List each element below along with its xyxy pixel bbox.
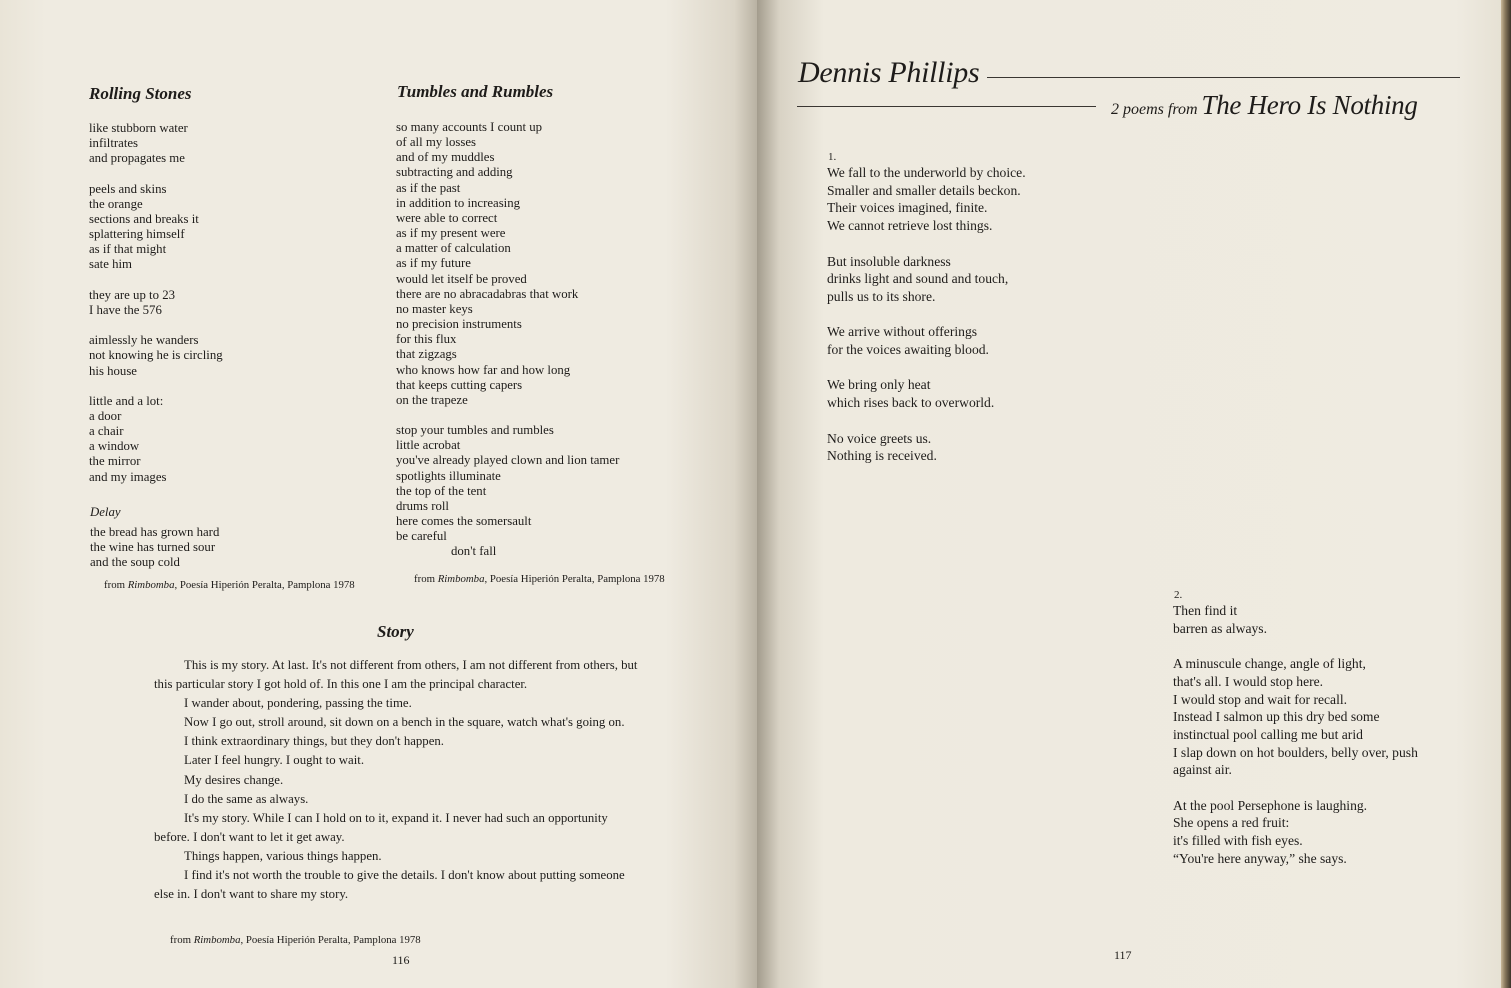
story-paragraph: I think extraordinary things, but they don't happen.: [184, 734, 444, 749]
story-paragraph: Later I feel hungry. I ought to wait.: [184, 753, 365, 768]
source-credit: from Rimbomba, Poesía Hiperión Peralta, Pamplona 1978: [414, 573, 665, 585]
story-paragraph: It's my story. While I can I hold on to it, expand it. I never had such an opportunity before. I don't want to let it get away.: [154, 810, 608, 844]
page-number: 116: [392, 953, 410, 967]
header-rule: [797, 106, 1096, 107]
source-credit: from Rimbomba, Poesía Hiperión Peralta, Pamplona 1978: [104, 579, 355, 591]
source-credit: from Rimbomba, Poesía Hiperión Peralta, Pamplona 1978: [170, 934, 421, 946]
header-rule: [987, 77, 1460, 78]
story-paragraph: Things happen, various things happen.: [184, 848, 382, 863]
poem-delay: the bread has grown hard the wine has turned sour and the soup cold: [90, 525, 220, 570]
poem-last-line: don't fall: [451, 544, 497, 558]
story-paragraph: I find it's not worth the trouble to give the details. I don't know about putting someone else in. I don't want to share my story.: [154, 868, 625, 902]
prose-title-story: Story: [377, 622, 414, 641]
poem-tumbles-and-rumbles: so many accounts I count up of all my losses and of my muddles subtracting and adding as if the past in addition to increasing were able to correct as if my present were a matter of calculation as if my future would let itself be proved there are no abracadabras that work no master keys no precision instruments for this flux that zigzags who knows how far and how long that keeps cutting capers on the trapeze stop your tumbles and rumbles little acrobat you've already played clown and lion tamer spotlights illuminate the top of the tent drums roll here comes the somersault be careful: [396, 120, 620, 544]
poem-1: We fall to the underworld by choice. Smaller and smaller details beckon. Their voices imagined, finite. We cannot retrieve lost things. But insoluble darkness drinks light and sound and touch, pulls us to its shore. We arrive without offerings for the voices awaiting blood. We bring only heat which rises back to overworld. No voice greets us. Nothing is received.: [827, 165, 1026, 464]
poem-number: 1.: [828, 151, 837, 163]
poem-2: Then find it barren as always. A minuscule change, angle of light, that's all. I would stop here. I would stop and wait for recall. Instead I salmon up this dry bed some instinctual pool calling me but arid I slap down on hot boulders, belly over, push against air. At the pool Persephone is laughing. She opens a red fruit: it's filled with fish eyes. “You're here anyway,” she says.: [1173, 603, 1418, 866]
story-paragraph: Now I go out, stroll around, sit down on a bench in the square, watch what's going on.: [184, 715, 625, 730]
story-paragraph: I wander about, pondering, passing the time.: [184, 696, 412, 711]
page-number: 117: [1114, 948, 1132, 962]
author-name: Dennis Phillips: [798, 56, 980, 89]
book-subtitle: 2 poems from The Hero Is Nothing: [1111, 90, 1418, 120]
story-paragraph: My desires change.: [184, 772, 284, 787]
page-edges: [1501, 0, 1511, 988]
poem-title-rolling-stones: Rolling Stones: [89, 84, 192, 103]
poem-title-tumbles-and-rumbles: Tumbles and Rumbles: [397, 82, 554, 101]
prose-story: [154, 656, 638, 904]
poem-title-delay: Delay: [90, 505, 121, 519]
poem-rolling-stones: like stubborn water infiltrates and propagates me peels and skins the orange sections and breaks it splattering himself as if that might sate him they are up to 23 I have the 576 aimlessly he wanders not knowing he is circling his house little and a lot: a door a chair a window the mirror and my images: [89, 121, 223, 484]
poem-number: 2.: [1174, 589, 1183, 601]
story-paragraph: This is my story. At last. It's not different from others, I am not different from others, but this particular story I got hold of. In this one I am the principal character.: [154, 658, 638, 692]
right-page: [757, 0, 1501, 988]
story-paragraph: I do the same as always.: [184, 791, 309, 806]
